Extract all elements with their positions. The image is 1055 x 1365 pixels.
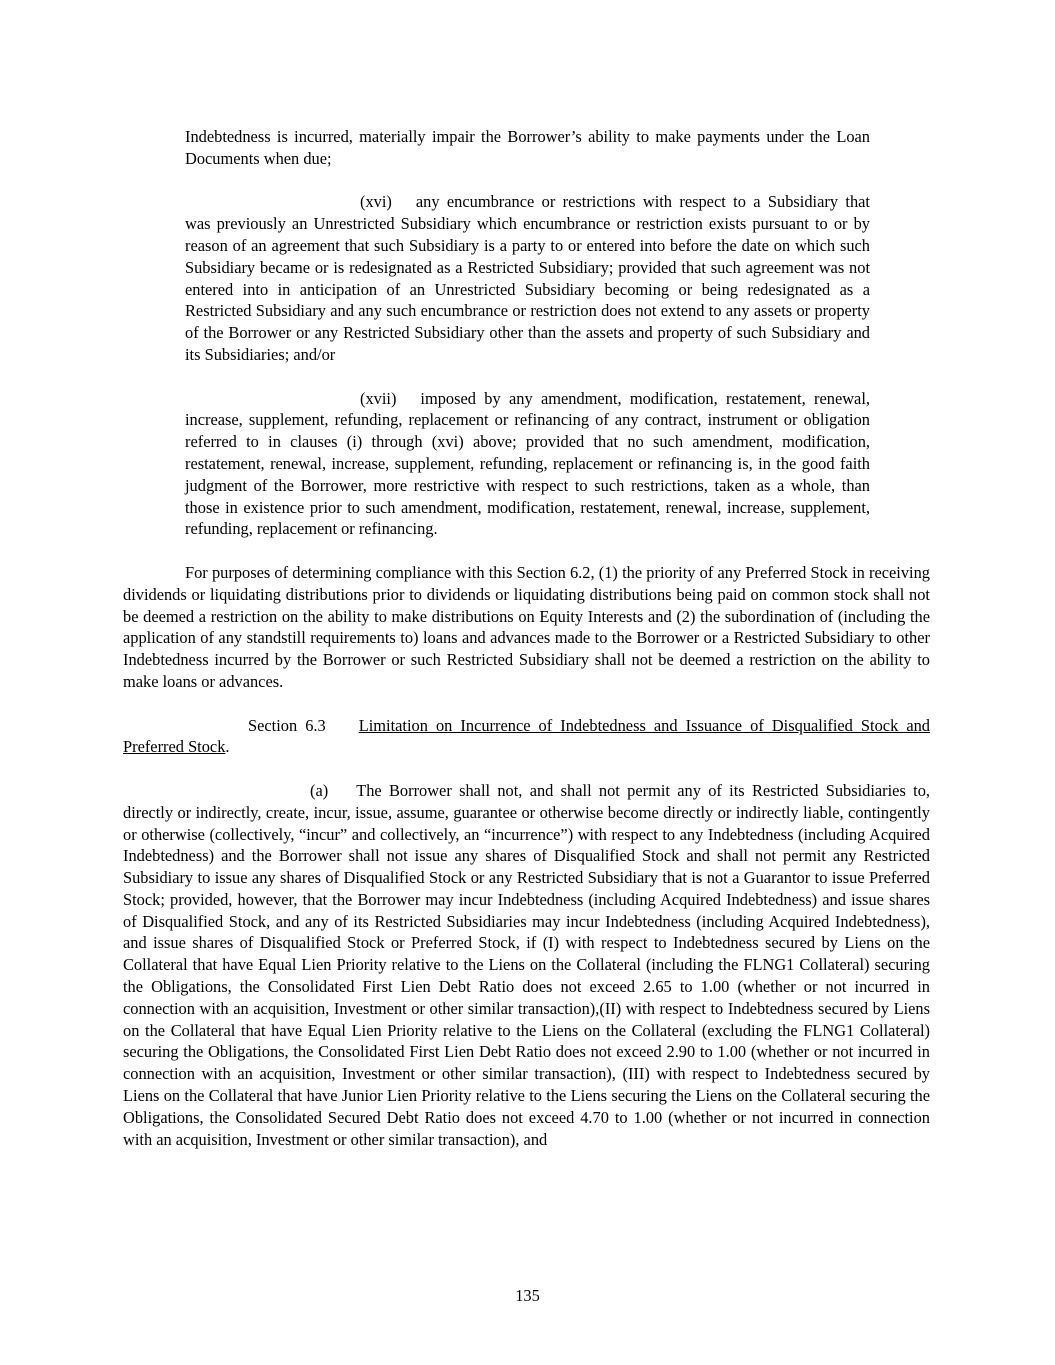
clause-xvi-number: (xvi) (360, 192, 392, 212)
section-heading-6-3 (123, 715, 930, 759)
section-heading-suffix: . (225, 737, 230, 757)
clause-xvii-number: (xvii) (360, 388, 397, 408)
paragraph-clause-a (123, 780, 930, 1151)
clause-a-number: (a) (310, 780, 329, 800)
section-heading-label: Section 6.3 (248, 715, 326, 735)
page-number: 135 (515, 1286, 540, 1306)
section-heading-title: Limitation on Incurrence of Indebtedness and Issuance of Disqualified Stock and Preferred Stock (123, 715, 931, 757)
paragraph-clause-xvii (185, 388, 870, 541)
clause-xvii-text: imposed by any amendment, modification, restatement, renewal, increase, supplement, refunding, replacement or refinancing of any contract, instrument or obligation referred to in clauses (i) through (xvi) above; provided that no such amendment, modification, restatement, renewal, increase, supplement, refunding, replacement or refinancing is, in the good faith judgment of the Borrower, more restrictive with respect to such restrictions, taken as a whole, than those in existence prior to such amendment, modification, restatement, renewal, increase, supplement, refunding, replacement or refinancing. (185, 388, 870, 539)
paragraph-for-purposes: For purposes of determining compliance with this Section 6.2, (1) the priority of any Preferred Stock in receiving dividends or liquidating distributions prior to dividends or liquidating distributions being paid on common stock shall not be deemed a restriction on the ability to make distributions on Equity Interests and (2) the subordination of (including the application of any standstill requirements to) loans and advances made to the Borrower or a Restricted Subsidiary to other Indebtedness incurred by the Borrower or such Restricted Subsidiary shall not be deemed a restriction on the ability to make loans or advances. (123, 562, 930, 691)
paragraph-continuation: Indebtedness is incurred, materially impair the Borrower’s ability to make payments under the Loan Documents when due; (185, 127, 870, 168)
clause-a-text: The Borrower shall not, and shall not permit any of its Restricted Subsidiaries to, directly or indirectly, create, incur, issue, assume, guarantee or otherwise become directly or indirectly liable, contingently or otherwise (collectively, “incur” and collectively, an “incurrence”) with respect to any Indebtedness (including Acquired Indebtedness) and the Borrower shall not issue any shares of Disqualified Stock and shall not permit any Restricted Subsidiary to issue any shares of Disqualified Stock or any Restricted Subsidiary that is not a Guarantor to issue Preferred Stock; provided, however, that the Borrower may incur Indebtedness (including Acquired Indebtedness) and issue shares of Disqualified Stock, and any of its Restricted Subsidiaries may incur Indebtedness (including Acquired Indebtedness), and issue shares of Disqualified Stock or Preferred Stock, if (I) with respect to Indebtedness secured by Liens on the Collateral that have Equal Lien Priority relative to the Liens on the Collateral (including the FLNG1 Collateral) securing the Obligations, the Consolidated First Lien Debt Ratio does not exceed 2.65 to 1.00 (whether or not incurred in connection with an acquisition, Investment or other similar transaction),(II) with respect to Indebtedness secured by Liens on the Collateral that have Equal Lien Priority relative to the Liens on the Collateral (excluding the FLNG1 Collateral) securing the Obligations, the Consolidated First Lien Debt Ratio does not exceed 2.90 to 1.00 (whether or not incurred in connection with an acquisition, Investment or other similar transaction), (III) with respect to Indebtedness secured by Liens on the Collateral that have Junior Lien Priority relative to the Liens securing the Liens on the Collateral securing the Obligations, the Consolidated Secured Debt Ratio does not exceed 4.70 to 1.00 (whether or not incurred in connection with an acquisition, Investment or other similar transaction), and (123, 780, 930, 1149)
paragraph-clause-xvi (185, 191, 870, 365)
clause-xvi-text: any encumbrance or restrictions with respect to a Subsidiary that was previously an Unrestricted Subsidiary which encumbrance or restriction exists pursuant to or by reason of an agreement that such Subsidiary is a party to or entered into before the date on which such Subsidiary became or is redesignated as a Restricted Subsidiary; provided that such agreement was not entered into in anticipation of an Unrestricted Subsidiary becoming or being redesignated as a Restricted Subsidiary and any such encumbrance or restriction does not extend to any assets or property of the Borrower or any Restricted Subsidiary other than the assets and property of such Subsidiary and its Subsidiaries; and/or (185, 192, 870, 364)
